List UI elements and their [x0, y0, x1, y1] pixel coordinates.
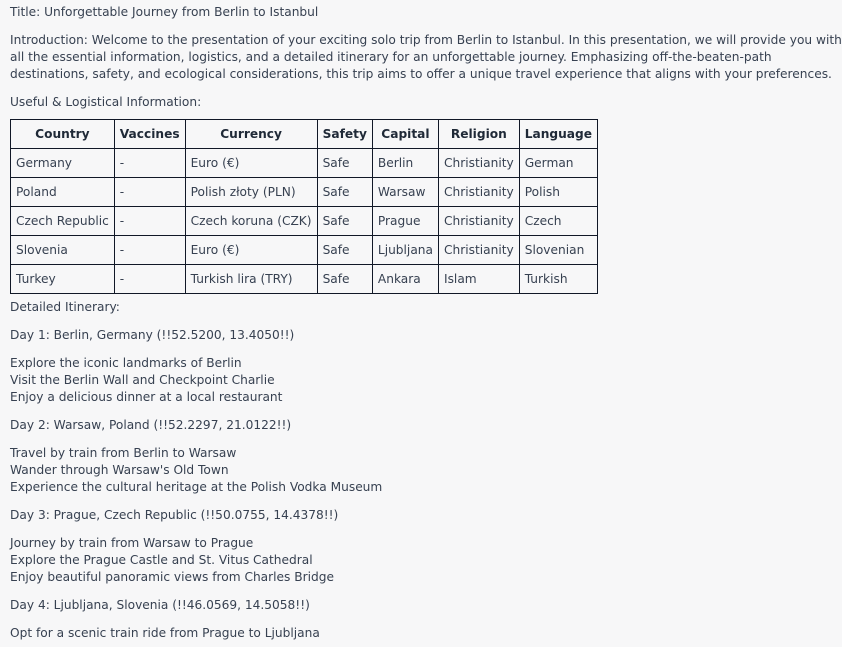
day-items: [10, 535, 718, 586]
table-row: [11, 207, 598, 236]
day-items: [10, 445, 718, 496]
list-item: Enjoy a delicious dinner at a local restaurant: [10, 390, 283, 404]
table-row: [11, 236, 598, 265]
cell-vaccines: -: [114, 178, 185, 207]
list-item: Journey by train from Warsaw to Prague: [10, 536, 254, 550]
header-currency: Currency: [185, 120, 317, 149]
list-item: Experience the cultural heritage at the Polish Vodka Museum: [10, 480, 383, 494]
header-country: Country: [11, 120, 115, 149]
header-capital: Capital: [372, 120, 438, 149]
cell-capital: Warsaw: [372, 178, 438, 207]
day-heading: Day 4: Ljubljana, Slovenia (!!46.0569, 14.5058!!): [10, 598, 310, 612]
cell-capital: Ljubljana: [372, 236, 438, 265]
cell-currency: Euro (€): [185, 149, 317, 178]
list-item: Wander through Warsaw's Old Town: [10, 463, 229, 477]
cell-country: Germany: [11, 149, 115, 178]
cell-currency: Czech koruna (CZK): [185, 207, 317, 236]
cell-vaccines: -: [114, 236, 185, 265]
cell-country: Poland: [11, 178, 115, 207]
itinerary-heading: Detailed Itinerary:: [10, 300, 120, 314]
cell-religion: Islam: [438, 265, 519, 294]
doc-title: Title: Unforgettable Journey from Berlin to Istanbul: [10, 5, 319, 19]
cell-religion: Christianity: [438, 207, 519, 236]
table-row: [11, 265, 598, 294]
info-table: [10, 119, 598, 294]
cell-language: Czech: [519, 207, 597, 236]
cell-safety: Safe: [317, 178, 372, 207]
cell-vaccines: -: [114, 207, 185, 236]
header-safety: Safety: [317, 120, 372, 149]
cell-country: Turkey: [11, 265, 115, 294]
cell-safety: Safe: [317, 236, 372, 265]
list-item: Visit the Berlin Wall and Checkpoint Charlie: [10, 373, 275, 387]
list-item: Travel by train from Berlin to Warsaw: [10, 446, 237, 460]
list-item: Explore the Prague Castle and St. Vitus Cathedral: [10, 553, 313, 567]
cell-language: Polish: [519, 178, 597, 207]
introduction: [10, 32, 842, 83]
list-item: Enjoy beautiful panoramic views from Charles Bridge: [10, 570, 334, 584]
day-heading: Day 2: Warsaw, Poland (!!52.2297, 21.0122!!): [10, 418, 292, 432]
cell-religion: Christianity: [438, 178, 519, 207]
cell-vaccines: -: [114, 149, 185, 178]
cell-safety: Safe: [317, 265, 372, 294]
header-religion: Religion: [438, 120, 519, 149]
cell-capital: Berlin: [372, 149, 438, 178]
intro-line: Introduction: Welcome to the presentation of your exciting solo trip from Berlin to Istanbul. In this presentation, we will provide you with: [10, 33, 842, 47]
intro-line: all the essential information, logistics, and a detailed itinerary for an unforgettable journey. Emphasizing off-the-beaten-path: [10, 50, 772, 64]
header-language: Language: [519, 120, 597, 149]
intro-line: destinations, safety, and ecological considerations, this trip aims to offer a unique travel experience that aligns with your preferences.: [10, 67, 832, 81]
day-items: [10, 625, 718, 642]
day-items: [10, 355, 718, 406]
cell-safety: Safe: [317, 207, 372, 236]
cell-religion: Christianity: [438, 236, 519, 265]
cell-religion: Christianity: [438, 149, 519, 178]
cell-safety: Safe: [317, 149, 372, 178]
cell-country: Czech Republic: [11, 207, 115, 236]
table-row: [11, 149, 598, 178]
cell-currency: Turkish lira (TRY): [185, 265, 317, 294]
cell-vaccines: -: [114, 265, 185, 294]
cell-currency: Euro (€): [185, 236, 317, 265]
list-item: Explore the iconic landmarks of Berlin: [10, 356, 242, 370]
cell-country: Slovenia: [11, 236, 115, 265]
cell-capital: Ankara: [372, 265, 438, 294]
day-heading: Day 3: Prague, Czech Republic (!!50.0755, 14.4378!!): [10, 508, 339, 522]
header-vaccines: Vaccines: [114, 120, 185, 149]
list-item: Opt for a scenic train ride from Prague to Ljubljana: [10, 626, 320, 640]
cell-currency: Polish złoty (PLN): [185, 178, 317, 207]
cell-language: German: [519, 149, 597, 178]
table-row: [11, 178, 598, 207]
cell-capital: Prague: [372, 207, 438, 236]
table-header-row: [11, 120, 598, 149]
cell-language: Turkish: [519, 265, 597, 294]
useful-info-heading: Useful & Logistical Information:: [10, 95, 202, 109]
cell-language: Slovenian: [519, 236, 597, 265]
day-heading: Day 1: Berlin, Germany (!!52.5200, 13.4050!!): [10, 328, 295, 342]
